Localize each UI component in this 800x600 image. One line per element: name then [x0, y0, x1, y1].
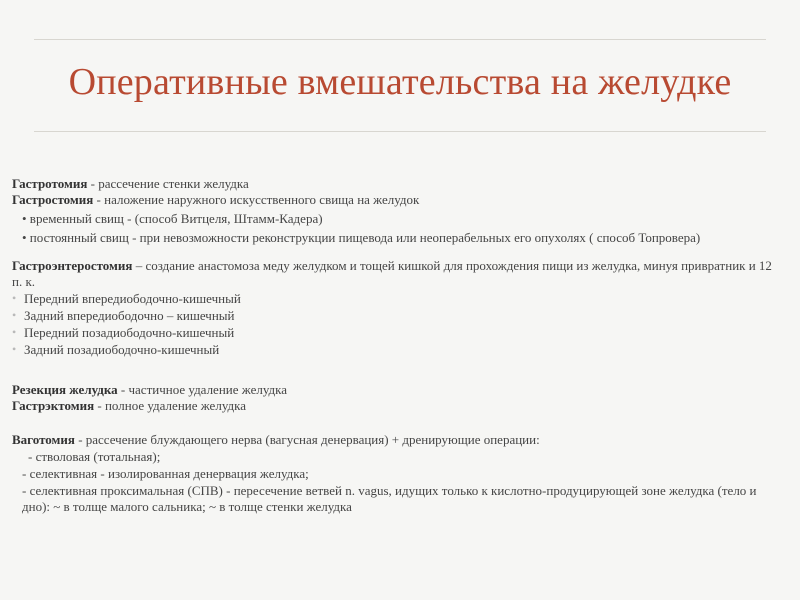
gastrotomy-line	[12, 176, 782, 192]
slide-title: Оперативные вмешательства на желудке	[68, 61, 732, 103]
gastrectomy-desc: - полное удаление желудка	[94, 398, 247, 413]
resection-term: Резекция желудка	[12, 382, 118, 397]
gastroentero-term: Гастроэнтеростомия	[12, 258, 133, 273]
gastrectomy-line	[12, 398, 782, 414]
gastrostomy-type-temporary: • временный свищ - (способ Витцеля, Штамм-Кадера)	[22, 211, 323, 226]
resection-desc: - частичное удаление желудка	[117, 382, 288, 397]
vagotomy-type-truncal: - стволовая (тотальная);	[28, 449, 161, 464]
gastroentero-type-item: • Передний позадиободочно-кишечный	[12, 324, 782, 341]
title-divider	[34, 131, 766, 132]
gastrotomy-desc: - рассечение стенки желудка	[87, 176, 249, 191]
vagotomy-type-selective: - селективная - изолированная денервация желудка;	[22, 466, 309, 481]
vagotomy-term: Ваготомия	[12, 432, 75, 447]
gastrotomy-term: Гастротомия	[12, 176, 88, 191]
vagotomy-type-proximal: - селективная проксимальная (СПВ) - пересечение ветвей n. vagus, идущих только к кислотно-продуцирующей зоне желудка (тело и дно): ~ в толще малого сальника; ~ в толще стенки желудка	[22, 483, 757, 514]
gastrectomy-term: Гастрэктомия	[12, 398, 95, 413]
slide-body	[12, 176, 782, 515]
gastroentero-desc: – создание анастомоза меду желудком и тощей кишкой для прохождения пищи из желудка, минуя привратник и 12 п. к.	[12, 258, 772, 289]
gastrostomy-desc: - наложение наружного искусственного свища на желудок	[93, 192, 420, 207]
gastroentero-type-item: • Задний впередиободочно – кишечный	[12, 307, 782, 324]
vagotomy-line	[12, 432, 782, 448]
gastroentero-type-item: • Передний впередиободочно-кишечный	[12, 290, 782, 307]
gastroentero-type-item: • Задний позадиободочно-кишечный	[12, 341, 782, 358]
top-divider	[34, 39, 766, 40]
resection-line	[12, 382, 782, 398]
gastrostomy-term: Гастростомия	[12, 192, 94, 207]
gastrostomy-type-permanent: • постоянный свищ - при невозможности реконструкции пищевода или неоперабельных его опухолях ( способ Топровера)	[22, 230, 701, 245]
gastroentero-line	[12, 258, 782, 290]
vagotomy-desc: - рассечение блуждающего нерва (вагусная денервация) + дренирующие операции:	[74, 432, 540, 447]
gastrostomy-line	[12, 192, 782, 208]
